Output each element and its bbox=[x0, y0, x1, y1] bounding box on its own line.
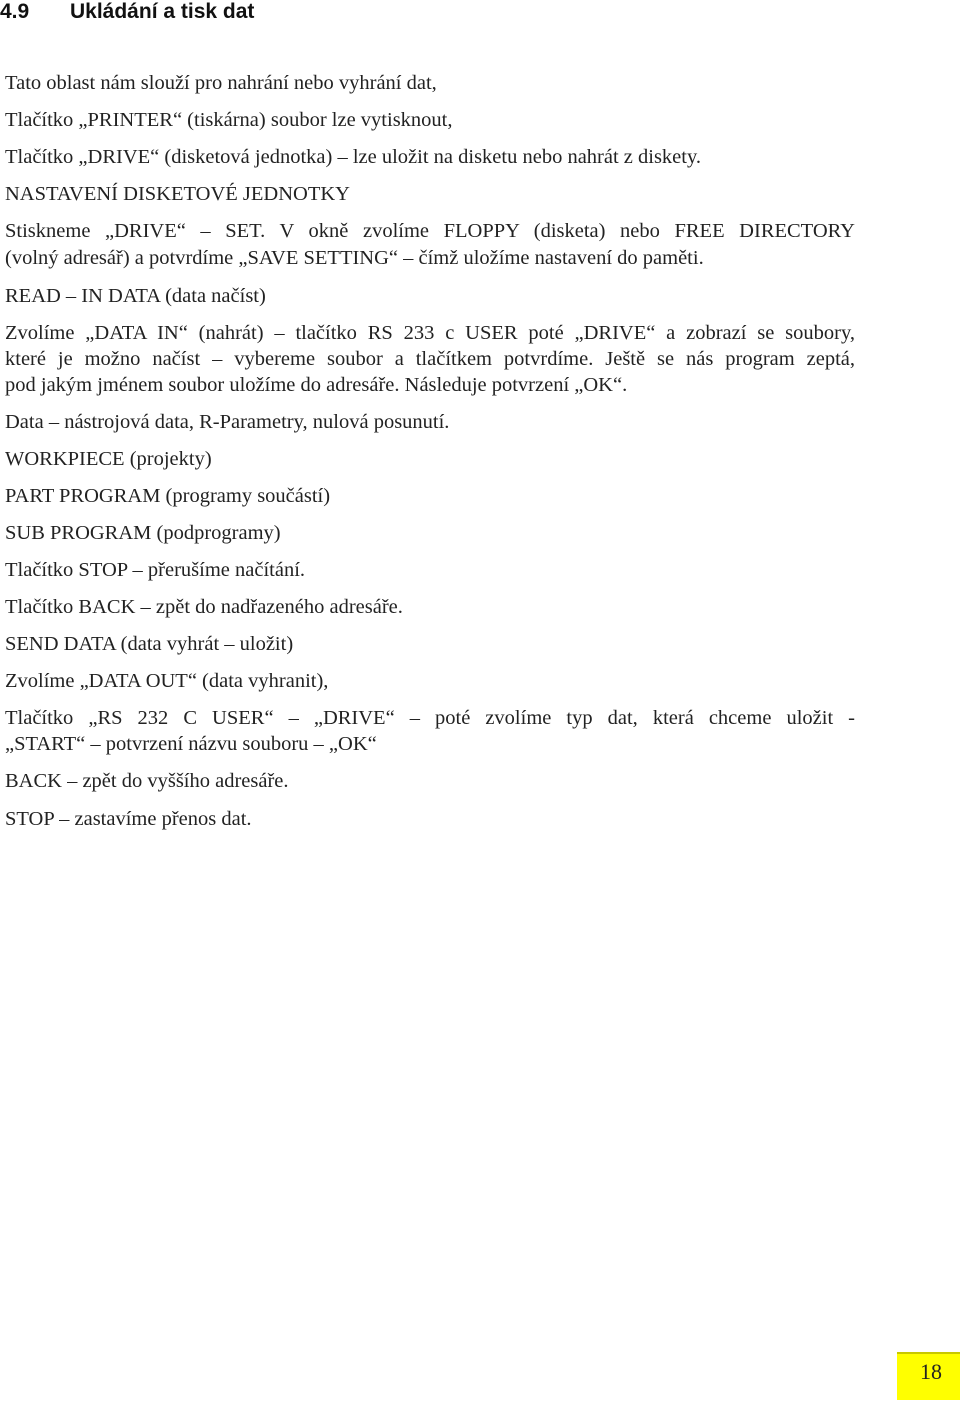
paragraph-line: které je možno načíst – vybereme soubor a tlačítkem potvrdíme. Ještě se nás program zeptá, bbox=[5, 348, 855, 370]
section-number: 4.9 bbox=[0, 0, 30, 23]
paragraph-line: Zvolíme „DATA IN“ (nahrát) – tlačítko RS 233 c USER poté „DRIVE“ a zobrazí se soubory, bbox=[5, 322, 855, 344]
section-heading bbox=[0, 0, 254, 24]
subheading-line: READ – IN DATA (data načíst) bbox=[5, 285, 266, 307]
paragraph-line: Tato oblast nám slouží pro nahrání nebo vyhrání dat, bbox=[5, 72, 437, 94]
paragraph-line: Stiskneme „DRIVE“ – SET. V okně zvolíme FLOPPY (disketa) nebo FREE DIRECTORY bbox=[5, 220, 855, 242]
paragraph-line: Tlačítko „PRINTER“ (tiskárna) soubor lze vytisknout, bbox=[5, 109, 453, 131]
paragraph-line: Tlačítko STOP – přerušíme načítání. bbox=[5, 559, 306, 581]
paragraph-line: Zvolíme „DATA OUT“ (data vyhranit), bbox=[5, 670, 329, 692]
paragraph-line: „START“ – potvrzení názvu souboru – „OK“ bbox=[5, 733, 377, 755]
paragraph-line: BACK – zpět do vyššího adresáře. bbox=[5, 770, 289, 792]
paragraph-line: SUB PROGRAM (podprogramy) bbox=[5, 522, 281, 544]
paragraph-line: STOP – zastavíme přenos dat. bbox=[5, 808, 252, 830]
paragraph-line: PART PROGRAM (programy součástí) bbox=[5, 485, 331, 507]
paragraph-line: pod jakým jménem soubor uložíme do adresáře. Následuje potvrzení „OK“. bbox=[5, 374, 628, 396]
paragraph-line: WORKPIECE (projekty) bbox=[5, 448, 212, 470]
section-title: Ukládání a tisk dat bbox=[70, 0, 255, 23]
subheading-line: NASTAVENÍ DISKETOVÉ JEDNOTKY bbox=[5, 183, 350, 205]
paragraph-line: (volný adresář) a potvrdíme „SAVE SETTING“ – čímž uložíme nastavení do paměti. bbox=[5, 247, 704, 269]
page-number: 18 bbox=[920, 1359, 942, 1384]
paragraph-line: Data – nástrojová data, R-Parametry, nulová posunutí. bbox=[5, 411, 450, 433]
paragraph-line: Tlačítko BACK – zpět do nadřazeného adresáře. bbox=[5, 596, 403, 618]
subheading-line: SEND DATA (data vyhrát – uložit) bbox=[5, 633, 294, 655]
paragraph-line: Tlačítko „RS 232 C USER“ – „DRIVE“ – poté zvolíme typ dat, která chceme uložit - bbox=[5, 707, 855, 729]
paragraph-line: Tlačítko „DRIVE“ (disketová jednotka) – lze uložit na disketu nebo nahrát z diskety. bbox=[5, 146, 702, 168]
